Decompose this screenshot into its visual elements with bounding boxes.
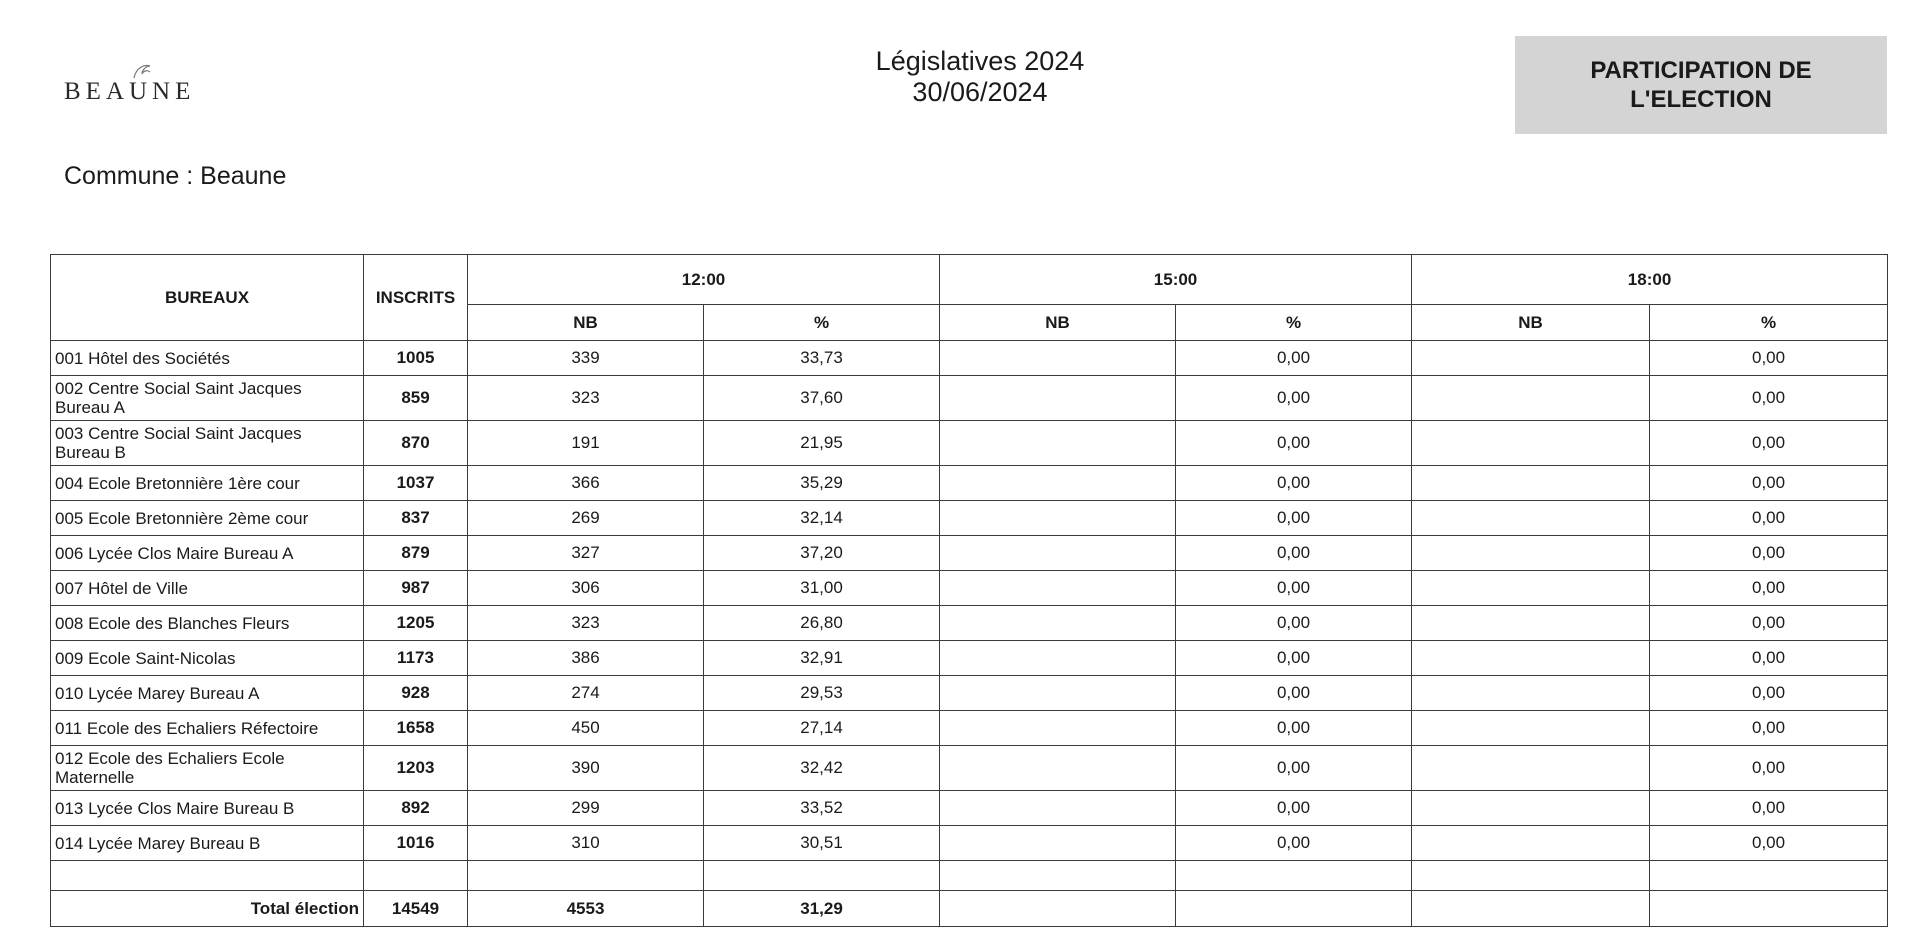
cell-pct3: 0,00 [1650,571,1888,606]
cell-nb3 [1412,711,1650,746]
cell-nb1: 450 [468,711,704,746]
header-time-3: 18:00 [1412,255,1888,305]
logo-flourish-icon [130,60,154,80]
cell-pct3: 0,00 [1650,376,1888,421]
cell-pct3: 0,00 [1650,746,1888,791]
total-label: Total élection [51,891,364,927]
cell-pct3: 0,00 [1650,641,1888,676]
cell-nb1: 327 [468,536,704,571]
table-row [51,466,1888,501]
header-nb-2: NB [940,305,1176,341]
cell-nb3 [1412,571,1650,606]
cell-inscrits: 1203 [364,746,468,791]
cell-nb3 [1412,826,1650,861]
cell-pct1: 30,51 [704,826,940,861]
header-time-1: 12:00 [468,255,940,305]
header-time-2: 15:00 [940,255,1412,305]
cell-pct1: 21,95 [704,421,940,466]
table-row [51,571,1888,606]
cell-nb3 [1412,641,1650,676]
cell-bureau: 010 Lycée Marey Bureau A [51,676,364,711]
empty-cell [704,861,940,891]
cell-inscrits: 837 [364,501,468,536]
cell-pct3: 0,00 [1650,421,1888,466]
cell-pct2: 0,00 [1176,641,1412,676]
cell-bureau: 008 Ecole des Blanches Fleurs [51,606,364,641]
cell-pct2: 0,00 [1176,791,1412,826]
empty-row [51,861,1888,891]
table-row [51,711,1888,746]
cell-pct1: 26,80 [704,606,940,641]
cell-nb1: 339 [468,341,704,376]
cell-bureau: 012 Ecole des Echaliers Ecole Maternelle [51,746,364,791]
cell-inscrits: 1205 [364,606,468,641]
table-row [51,746,1888,791]
cell-nb3 [1412,606,1650,641]
cell-nb1: 310 [468,826,704,861]
cell-nb3 [1412,536,1650,571]
cell-nb2 [940,341,1176,376]
cell-nb3 [1412,466,1650,501]
badge-line-2: L'ELECTION [1630,86,1772,113]
cell-pct2: 0,00 [1176,421,1412,466]
cell-nb2 [940,791,1176,826]
cell-inscrits: 1005 [364,341,468,376]
cell-nb2 [940,606,1176,641]
cell-bureau: 005 Ecole Bretonnière 2ème cour [51,501,364,536]
cell-pct2: 0,00 [1176,676,1412,711]
total-pct2 [1176,891,1412,927]
cell-pct1: 37,60 [704,376,940,421]
empty-cell [1650,861,1888,891]
cell-inscrits: 928 [364,676,468,711]
cell-pct2: 0,00 [1176,746,1412,791]
cell-inscrits: 879 [364,536,468,571]
cell-pct2: 0,00 [1176,501,1412,536]
cell-nb1: 306 [468,571,704,606]
table-row [51,826,1888,861]
empty-cell [364,861,468,891]
cell-nb1: 390 [468,746,704,791]
cell-pct1: 37,20 [704,536,940,571]
cell-pct2: 0,00 [1176,711,1412,746]
cell-nb2 [940,421,1176,466]
cell-inscrits: 1173 [364,641,468,676]
cell-nb1: 366 [468,466,704,501]
total-pct1: 31,29 [704,891,940,927]
cell-bureau: 004 Ecole Bretonnière 1ère cour [51,466,364,501]
cell-pct3: 0,00 [1650,791,1888,826]
cell-bureau: 013 Lycée Clos Maire Bureau B [51,791,364,826]
table-row [51,341,1888,376]
cell-bureau: 014 Lycée Marey Bureau B [51,826,364,861]
cell-pct1: 27,14 [704,711,940,746]
cell-pct3: 0,00 [1650,826,1888,861]
cell-pct2: 0,00 [1176,606,1412,641]
table-body [51,341,1888,927]
cell-inscrits: 859 [364,376,468,421]
cell-inscrits: 870 [364,421,468,466]
total-nb3 [1412,891,1650,927]
cell-nb2 [940,746,1176,791]
cell-pct3: 0,00 [1650,466,1888,501]
total-row [51,891,1888,927]
total-pct3 [1650,891,1888,927]
cell-inscrits: 1037 [364,466,468,501]
empty-cell [1176,861,1412,891]
header-bureaux: BUREAUX [51,255,364,341]
cell-pct2: 0,00 [1176,341,1412,376]
empty-cell [51,861,364,891]
table-row [51,606,1888,641]
cell-pct2: 0,00 [1176,466,1412,501]
cell-pct1: 35,29 [704,466,940,501]
cell-nb3 [1412,421,1650,466]
cell-pct3: 0,00 [1650,676,1888,711]
table-row [51,791,1888,826]
cell-bureau: 007 Hôtel de Ville [51,571,364,606]
cell-nb2 [940,676,1176,711]
cell-inscrits: 1658 [364,711,468,746]
participation-badge [1515,36,1887,134]
cell-nb2 [940,376,1176,421]
cell-pct2: 0,00 [1176,826,1412,861]
cell-bureau: 009 Ecole Saint-Nicolas [51,641,364,676]
total-nb1: 4553 [468,891,704,927]
cell-nb2 [940,466,1176,501]
cell-bureau: 006 Lycée Clos Maire Bureau A [51,536,364,571]
commune-label: Commune : Beaune [64,162,287,190]
empty-cell [940,861,1176,891]
cell-pct1: 29,53 [704,676,940,711]
cell-pct3: 0,00 [1650,341,1888,376]
cell-nb2 [940,536,1176,571]
cell-pct2: 0,00 [1176,571,1412,606]
cell-nb2 [940,571,1176,606]
table-row [51,641,1888,676]
cell-nb1: 323 [468,376,704,421]
cell-pct1: 33,73 [704,341,940,376]
table-row [51,536,1888,571]
badge-line-1: PARTICIPATION DE [1590,57,1812,84]
table-row [51,501,1888,536]
table-row [51,421,1888,466]
cell-nb1: 191 [468,421,704,466]
cell-inscrits: 987 [364,571,468,606]
cell-pct2: 0,00 [1176,376,1412,421]
cell-pct3: 0,00 [1650,711,1888,746]
cell-inscrits: 1016 [364,826,468,861]
cell-pct1: 31,00 [704,571,940,606]
header-nb-1: NB [468,305,704,341]
cell-nb1: 299 [468,791,704,826]
cell-pct3: 0,00 [1650,501,1888,536]
cell-pct2: 0,00 [1176,536,1412,571]
total-inscrits: 14549 [364,891,468,927]
election-title: Législatives 2024 [875,46,1085,76]
election-date: 30/06/2024 [912,77,1048,107]
table-row [51,676,1888,711]
cell-nb2 [940,501,1176,536]
cell-nb1: 386 [468,641,704,676]
cell-nb1: 274 [468,676,704,711]
header-pct-3: % [1650,305,1888,341]
header-pct-2: % [1176,305,1412,341]
empty-cell [468,861,704,891]
cell-pct3: 0,00 [1650,606,1888,641]
cell-pct1: 33,52 [704,791,940,826]
cell-nb1: 323 [468,606,704,641]
cell-bureau: 002 Centre Social Saint Jacques Bureau A [51,376,364,421]
cell-pct1: 32,42 [704,746,940,791]
cell-bureau: 011 Ecole des Echaliers Réfectoire [51,711,364,746]
cell-nb3 [1412,501,1650,536]
empty-cell [1412,861,1650,891]
cell-bureau: 001 Hôtel des Sociétés [51,341,364,376]
cell-nb3 [1412,676,1650,711]
participation-table [50,254,1888,927]
cell-pct3: 0,00 [1650,536,1888,571]
cell-nb2 [940,641,1176,676]
cell-inscrits: 892 [364,791,468,826]
header-pct-1: % [704,305,940,341]
header-nb-3: NB [1412,305,1650,341]
table-row [51,376,1888,421]
cell-pct1: 32,14 [704,501,940,536]
logo-text: BEAUNE [64,78,196,105]
total-nb2 [940,891,1176,927]
cell-bureau: 003 Centre Social Saint Jacques Bureau B [51,421,364,466]
header-inscrits: INSCRITS [364,255,468,341]
cell-nb1: 269 [468,501,704,536]
cell-pct1: 32,91 [704,641,940,676]
cell-nb3 [1412,746,1650,791]
cell-nb3 [1412,791,1650,826]
cell-nb3 [1412,341,1650,376]
cell-nb2 [940,826,1176,861]
page-title [780,46,1180,108]
cell-nb2 [940,711,1176,746]
cell-nb3 [1412,376,1650,421]
